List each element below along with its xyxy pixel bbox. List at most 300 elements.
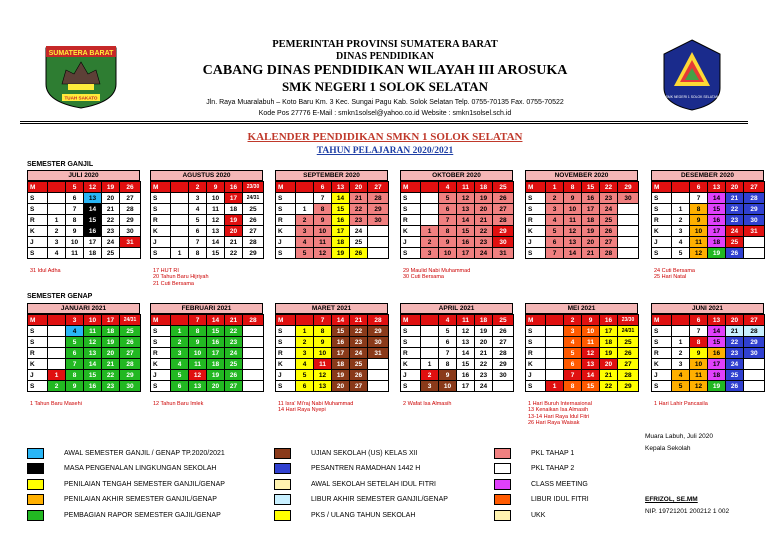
holiday-note: 14 Hari Raya Nyepi [278,407,326,414]
day-name-cell: S [28,337,48,348]
date-cell [48,348,66,359]
date-cell: 13 [708,315,726,326]
week-row [526,193,639,204]
week-row [652,326,765,337]
week-row [401,326,514,337]
date-cell: 13 [189,381,207,392]
date-cell: 3 [421,381,439,392]
date-cell: 18 [475,315,493,326]
date-cell: 6 [690,315,708,326]
week-row [276,182,389,193]
legend-color-swatch [27,510,44,521]
date-cell: 3 [546,204,564,215]
header-line4: SMK NEGERI 1 SOLOK SELATAN [281,79,489,94]
date-cell: 10 [690,226,708,237]
date-cell: 8 [439,226,457,237]
date-cell [48,337,66,348]
holiday-notes [30,268,61,274]
date-cell: 1 [171,248,189,259]
date-cell: 29 [493,226,514,237]
date-cell: 16 [332,337,350,348]
date-cell: 20 [582,237,600,248]
week-row [526,381,639,392]
day-name-cell: R [652,348,672,359]
legend-item [274,447,418,459]
day-name-cell: S [151,326,171,337]
holiday-note: 31 Idul Adha [30,268,61,274]
date-cell: 15 [582,182,600,193]
date-cell: 16 [332,215,350,226]
week-row [652,315,765,326]
date-cell [243,370,264,381]
date-cell: 25 [120,326,141,337]
day-name-cell: M [652,315,672,326]
header-line2: DINAS PENDIDIKAN [335,51,435,62]
date-cell: 19 [582,226,600,237]
date-cell [48,193,66,204]
legend-color-swatch [27,494,44,505]
date-cell: 20 [600,359,618,370]
day-name-cell: K [526,359,546,370]
week-row [652,204,765,215]
date-cell [421,315,439,326]
legend-label: AWAL SEMESTER GANJIL / GENAP TP.2020/2021 [64,449,225,457]
date-cell: 3 [48,237,66,248]
date-cell: 8 [690,204,708,215]
date-cell: 14 [564,248,582,259]
date-cell: 2 [296,337,314,348]
holiday-note: 21 Cuti Bersama [153,280,194,287]
week-row [401,182,514,193]
week-row [151,359,264,370]
week-row [652,193,765,204]
date-cell: 1 [296,326,314,337]
calendar-title: KALENDER PENDIDIKAN SMKN 1 SOLOK SELATAN [247,131,523,143]
day-name-cell: K [28,359,48,370]
date-cell: 5 [564,348,582,359]
date-cell: 7 [439,215,457,226]
legend-item [494,478,588,490]
week-row [151,381,264,392]
week-row [652,359,765,370]
date-cell: 20 [207,381,225,392]
month-title: DESEMBER 2020 [651,170,764,181]
month-days-table [400,314,514,392]
date-cell: 23 [102,381,120,392]
day-name-cell: S [151,204,171,215]
date-cell: 17 [457,248,475,259]
date-cell: 25 [243,204,264,215]
day-name-cell: S [28,204,48,215]
date-cell: 14 [207,315,225,326]
holiday-note: 30 Cuti Bersama [403,274,444,281]
week-row [276,348,389,359]
week-row [652,348,765,359]
legend-label: LIBUR IDUL FITRI [531,496,589,503]
date-cell: 17 [457,381,475,392]
day-name-cell: K [652,359,672,370]
day-name-cell: R [28,348,48,359]
month-calendar [27,303,140,392]
date-cell: 23 [350,337,368,348]
date-cell: 7 [314,193,332,204]
date-cell: 19 [600,348,618,359]
date-cell: 12 [564,226,582,237]
date-cell: 3 [564,326,582,337]
date-cell: 6 [189,226,207,237]
legend-color-swatch [274,510,291,521]
date-cell: 6 [171,381,189,392]
date-cell: 7 [690,193,708,204]
date-cell: 13 [708,182,726,193]
date-cell: 8 [189,326,207,337]
week-row [28,182,141,193]
date-cell: 21 [582,248,600,259]
date-cell: 13 [564,237,582,248]
day-name-cell: M [401,182,421,193]
day-name-cell: S [401,381,421,392]
month-calendar [275,170,388,259]
date-cell: 25 [600,215,618,226]
date-cell [493,381,514,392]
date-cell: 27 [243,226,264,237]
date-cell [368,381,389,392]
date-cell: 17 [207,348,225,359]
date-cell: 5 [171,370,189,381]
date-cell: 13 [314,381,332,392]
date-cell: 6 [66,348,84,359]
header-line3: CABANG DINAS PENDIDIKAN WILAYAH III AROSUKA [202,63,568,78]
date-cell: 8 [564,381,582,392]
week-row [276,381,389,392]
date-cell: 14 [708,326,726,337]
week-row [652,237,765,248]
date-cell [368,226,389,237]
date-cell: 28 [493,348,514,359]
date-cell: 31 [744,226,765,237]
day-name-cell: S [652,326,672,337]
holiday-note: 13-14 Hari Raya Idul Fitri [528,413,590,420]
day-name-cell: R [151,348,171,359]
date-cell: 2 [48,381,66,392]
day-name-cell: K [401,359,421,370]
legend-item [27,494,217,506]
date-cell: 11 [314,359,332,370]
date-cell: 21 [600,370,618,381]
date-cell [171,204,189,215]
date-cell: 5 [439,326,457,337]
date-cell: 21 [475,348,493,359]
date-cell: 15 [207,326,225,337]
week-row [401,381,514,392]
week-row [526,337,639,348]
date-cell: 1 [672,204,690,215]
day-name-cell: J [526,237,546,248]
day-name-cell: M [401,315,421,326]
date-cell: 7 [189,237,207,248]
month-days-table [651,181,765,259]
date-cell: 27 [225,381,243,392]
legend-color-swatch [27,463,44,474]
month-calendar [150,303,263,392]
day-name-cell: S [276,337,296,348]
month-title: SEPTEMBER 2020 [275,170,388,181]
week-row [526,215,639,226]
day-name-cell: M [652,182,672,193]
date-cell: 7 [546,248,564,259]
date-cell: 19 [332,248,350,259]
date-cell: 9 [439,370,457,381]
date-cell: 26 [120,337,141,348]
week-row [401,248,514,259]
date-cell: 23 [726,348,744,359]
week-row [276,370,389,381]
date-cell: 12 [207,215,225,226]
date-cell: 11 [457,182,475,193]
date-cell: 16 [708,348,726,359]
semester-genap-label: SEMESTER GENAP [27,293,93,300]
date-cell: 7 [690,326,708,337]
legend-color-swatch [494,448,511,459]
date-cell: 11 [582,337,600,348]
date-cell: 29 [368,326,389,337]
date-cell [243,359,264,370]
week-row [28,337,141,348]
legend-label: AWAL SEKOLAH SETELAH IDUL FITRI [311,480,436,488]
date-cell [618,237,639,248]
date-cell: 30 [493,370,514,381]
week-row [151,337,264,348]
date-cell: 22 [102,215,120,226]
date-cell [171,237,189,248]
legend-color-swatch [494,479,511,490]
day-name-cell: J [401,370,421,381]
logo-right-text: SMK NEGERI 1 SOLOK SELATAN [665,95,719,99]
date-cell [618,226,639,237]
date-cell: 16 [207,337,225,348]
legend-color-swatch [274,463,291,474]
date-cell: 4 [48,248,66,259]
date-cell: 18 [708,370,726,381]
date-cell: 2 [189,182,207,193]
date-cell: 4 [439,182,457,193]
date-cell: 28 [243,315,264,326]
week-row [276,326,389,337]
date-cell [48,182,66,193]
date-cell [421,326,439,337]
date-cell: 25 [102,248,120,259]
date-cell: 27 [600,237,618,248]
date-cell: 7 [564,370,582,381]
date-cell [243,326,264,337]
date-cell: 28 [744,326,765,337]
date-cell: 3 [171,348,189,359]
date-cell: 17 [708,226,726,237]
legend-color-swatch [27,448,44,459]
date-cell: 20 [475,204,493,215]
legend-item [494,494,589,506]
week-row [526,370,639,381]
date-cell: 12 [314,370,332,381]
date-cell: 4 [672,370,690,381]
date-cell: 1 [672,337,690,348]
date-cell: 16 [84,381,102,392]
date-cell: 14 [457,348,475,359]
date-cell: 15 [84,215,102,226]
month-title: JUNI 2021 [651,303,764,314]
date-cell: 5 [66,337,84,348]
week-row [526,359,639,370]
date-cell: 8 [564,182,582,193]
date-cell: 8 [439,359,457,370]
day-name-cell: R [526,348,546,359]
signature-place-date: Muara Labuh, Juli 2020 [645,433,713,440]
week-row [28,326,141,337]
day-name-cell: S [401,204,421,215]
date-cell: 4 [296,359,314,370]
date-cell: 10 [314,348,332,359]
date-cell [368,237,389,248]
day-name-cell: M [151,315,171,326]
date-cell [368,248,389,259]
holiday-note: 2 Wafat Isa Almasih [403,401,452,407]
week-row [28,237,141,248]
date-cell: 24 [600,204,618,215]
day-name-cell: S [28,248,48,259]
date-cell: 18 [332,359,350,370]
legend-label: PEMBAGIAN RAPOR SEMESTER GAJIL/GENAP [64,511,221,519]
date-cell: 28 [368,193,389,204]
day-name-cell: J [401,237,421,248]
day-name-cell: J [151,237,171,248]
month-title: JULI 2020 [27,170,140,181]
week-row [401,193,514,204]
date-cell: 21 [102,204,120,215]
week-row [151,326,264,337]
date-cell: 18 [475,182,493,193]
date-cell: 23 [600,193,618,204]
week-row [28,248,141,259]
date-cell: 13 [84,348,102,359]
date-cell: 10 [84,315,102,326]
date-cell: 24 [350,348,368,359]
date-cell: 20 [102,193,120,204]
day-name-cell: S [652,337,672,348]
date-cell: 15 [708,337,726,348]
semester-ganjil-label: SEMESTER GANJIL [27,161,94,168]
month-calendar [275,303,388,392]
date-cell: 30 [120,381,141,392]
legend-item [494,463,574,475]
date-cell: 21 [350,315,368,326]
header-address: Jln. Raya Muaralabuh – Koto Baru Km. 3 Kec. Sungai Pagu Kab. Solok Selatan Telp. 0755-70135 Fax. 0755-70522 [206,99,564,106]
date-cell: 30 [368,215,389,226]
legend-item [27,463,217,475]
date-cell [744,237,765,248]
day-name-cell: M [526,182,546,193]
date-cell: 11 [189,359,207,370]
week-row [276,359,389,370]
holiday-notes [403,268,470,281]
week-row [151,237,264,248]
date-cell: 30 [493,237,514,248]
date-cell: 27 [744,182,765,193]
date-cell: 3 [672,359,690,370]
date-cell [546,337,564,348]
day-name-cell: J [28,370,48,381]
day-name-cell: S [151,193,171,204]
month-calendar [525,303,638,392]
date-cell: 22 [350,204,368,215]
date-cell: 31 [493,248,514,259]
week-row [652,370,765,381]
day-name-cell: K [526,226,546,237]
date-cell: 9 [690,215,708,226]
week-row [151,248,264,259]
holiday-note: 26 Hari Raya Waisak [528,419,580,426]
date-cell: 21 [225,315,243,326]
date-cell: 26 [350,370,368,381]
date-cell [48,204,66,215]
day-name-cell: J [151,370,171,381]
day-name-cell: S [28,193,48,204]
date-cell: 14 [84,359,102,370]
date-cell: 11 [457,315,475,326]
week-row [28,359,141,370]
legend-color-swatch [274,479,291,490]
date-cell: 25 [350,237,368,248]
date-cell [243,337,264,348]
legend-label: PKS / ULANG TAHUN SEKOLAH [311,511,416,519]
legend-label: LIBUR AKHIR SEMESTER GANJIL/GENAP [311,496,448,503]
date-cell: 4 [171,359,189,370]
date-cell: 20 [102,348,120,359]
date-cell: 23 [225,337,243,348]
date-cell: 11 [207,204,225,215]
week-row [526,248,639,259]
date-cell: 6 [296,381,314,392]
legend-label: UKK [531,511,546,519]
signature-name: EFRIZOL, SE.MM [645,496,698,503]
date-cell [171,193,189,204]
day-name-cell: J [526,370,546,381]
smk-school-logo [658,38,726,112]
date-cell: 24 [726,226,744,237]
day-name-cell: S [652,381,672,392]
signature-nip: NIP. 19721201 200212 1 002 [645,508,730,515]
date-cell: 9 [439,237,457,248]
day-name-cell: S [276,204,296,215]
date-cell [744,359,765,370]
day-name-cell: M [151,182,171,193]
date-cell: 15 [457,226,475,237]
date-cell: 12 [457,326,475,337]
date-cell: 1 [48,370,66,381]
date-cell: 23 [475,370,493,381]
date-cell: 1 [421,226,439,237]
month-calendar [651,303,764,392]
date-cell: 25 [618,337,639,348]
date-cell: 25 [726,237,744,248]
month-calendar [150,170,263,259]
day-name-cell: S [276,381,296,392]
date-cell: 25 [350,359,368,370]
day-name-cell: S [652,248,672,259]
week-row [401,237,514,248]
date-cell: 12 [84,337,102,348]
date-cell: 28 [243,237,264,248]
date-cell: 8 [189,248,207,259]
